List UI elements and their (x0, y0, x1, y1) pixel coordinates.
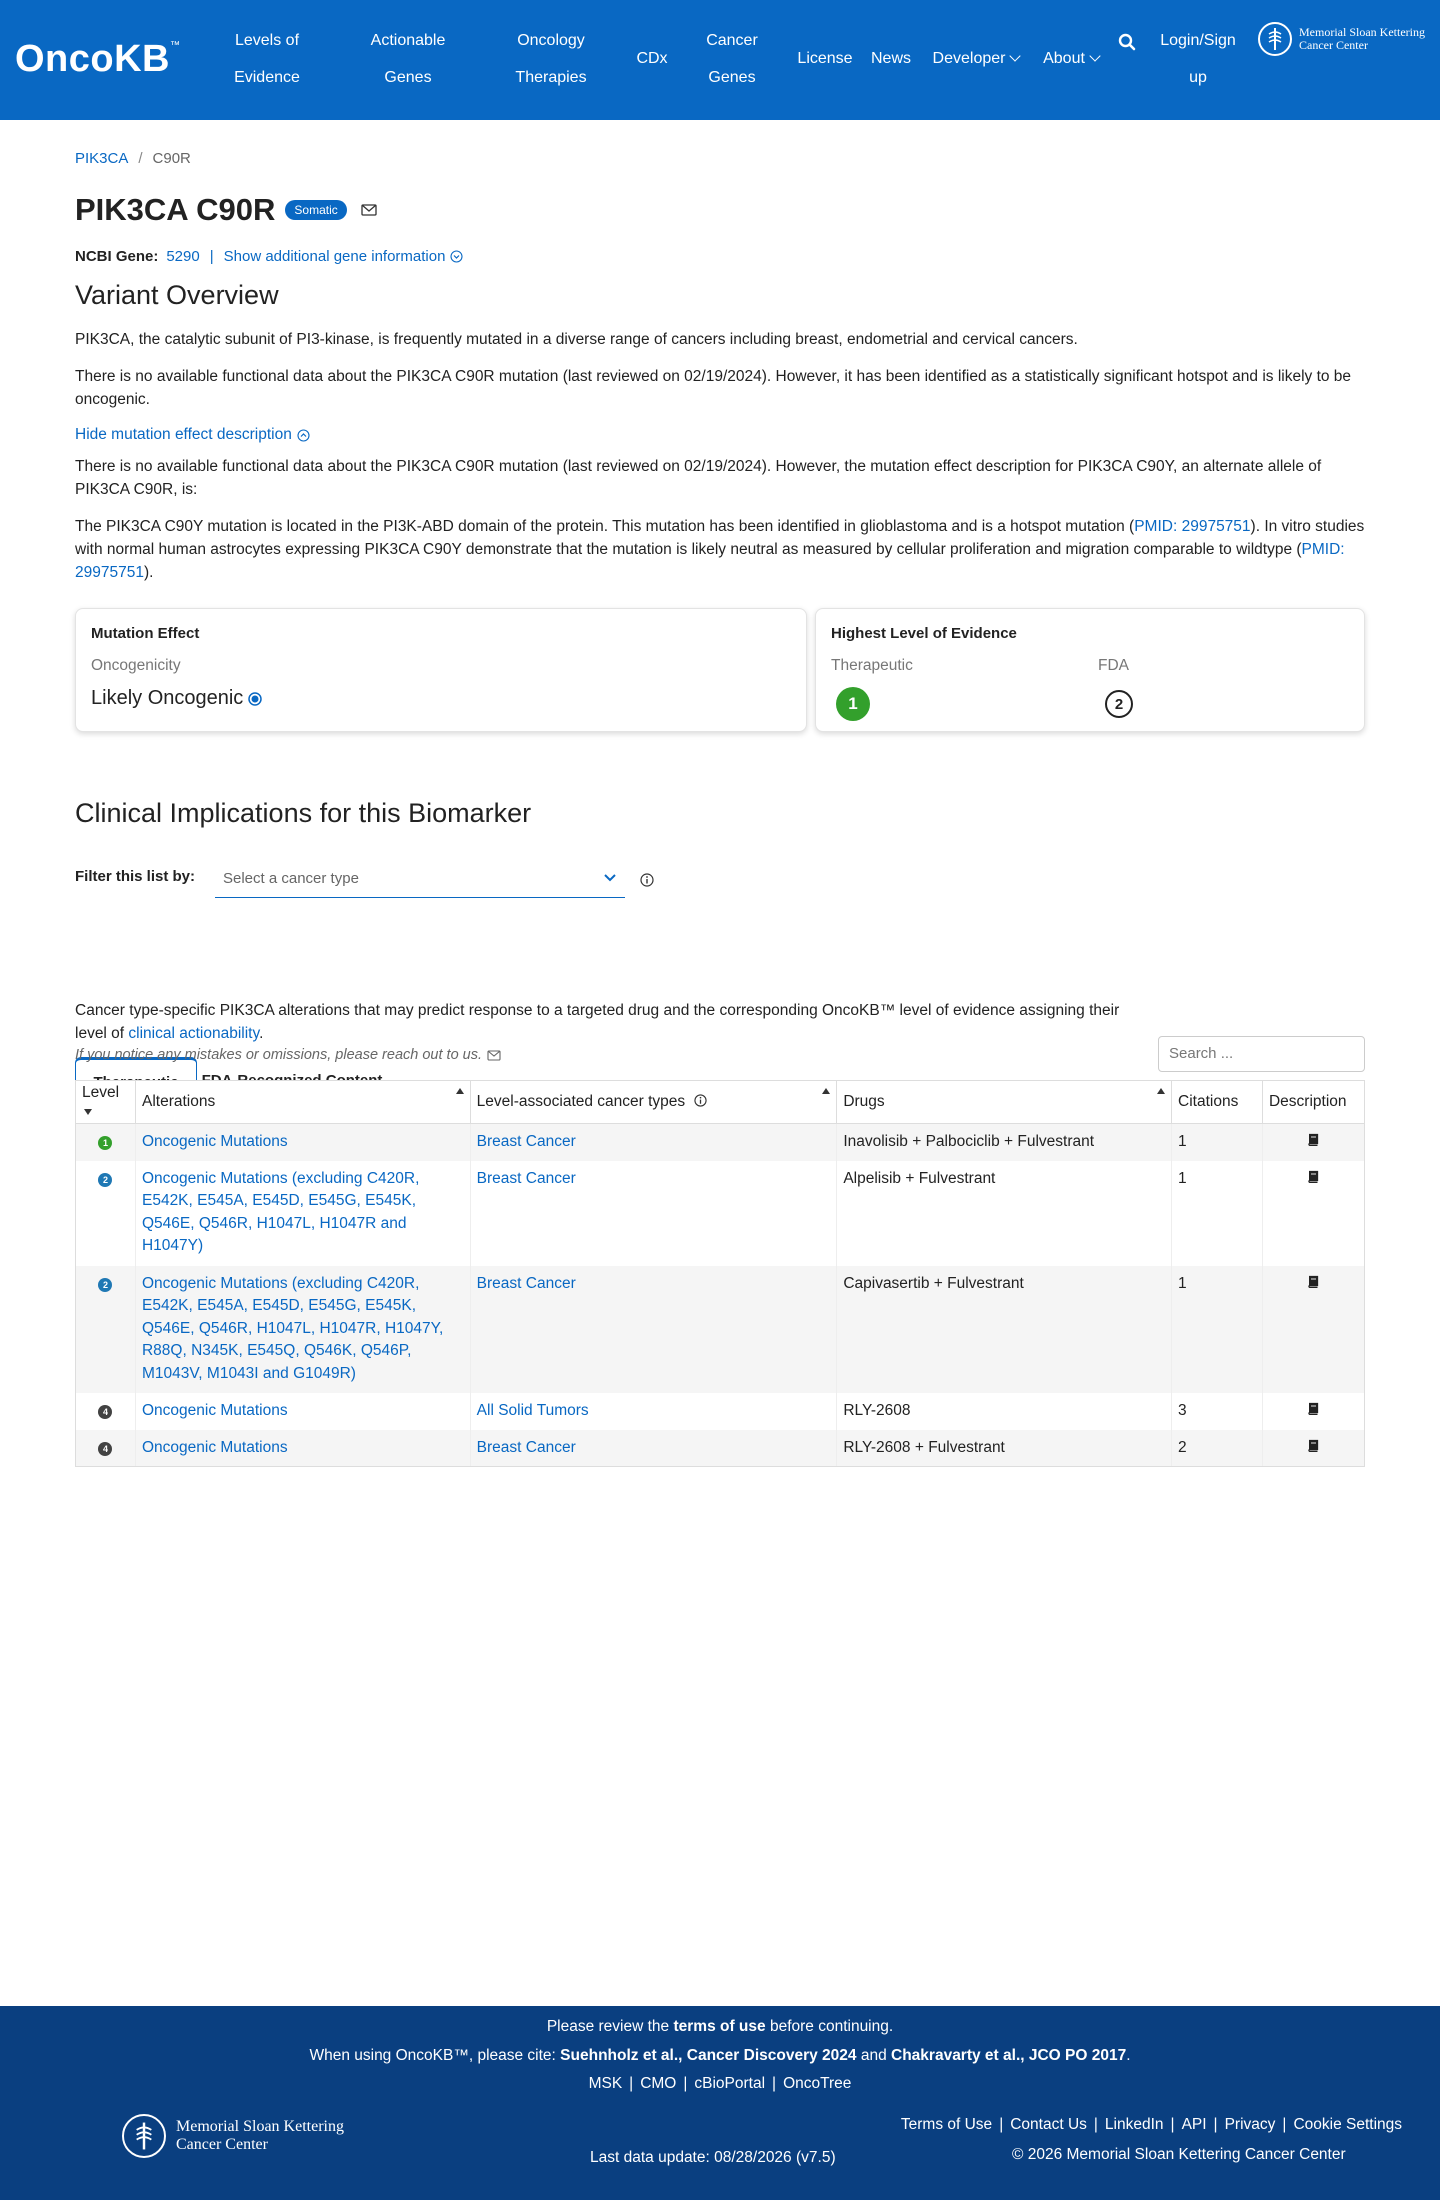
footer-link-contact[interactable]: Contact Us (1010, 2116, 1087, 2133)
feedback-notice: If you notice any mistakes or omissions, please reach out to us. (75, 1044, 675, 1067)
description-cell (1262, 1161, 1364, 1266)
sort-desc-icon (84, 1109, 92, 1115)
mskcc-emblem-icon (1258, 22, 1292, 56)
fda-label: FDA (1098, 657, 1129, 674)
book-icon[interactable] (1307, 1439, 1319, 1452)
cancer-type-link[interactable]: Breast Cancer (476, 1438, 576, 1456)
column-header-drugs[interactable]: Drugs (837, 1081, 1172, 1124)
chevron-down-circle-icon[interactable] (450, 250, 463, 263)
nav-oncology-therapies[interactable]: Oncology Therapies (515, 32, 587, 86)
therapeutic-description: Cancer type-specific PIK3CA alterations that may predict response to a targeted drug and the corresponding OncoKB™ level of evidence assigning their level of clinical actionability. (75, 1002, 1120, 1042)
oncokb-logo[interactable]: OncoKB™ (15, 38, 181, 80)
book-icon[interactable] (1307, 1133, 1319, 1146)
footer-link-linkedin[interactable]: LinkedIn (1104, 2116, 1164, 2133)
chevron-down-icon (1010, 50, 1021, 61)
pmid-link[interactable]: PMID: 29975751 (75, 541, 1345, 581)
card-title: Highest Level of Evidence (831, 625, 1017, 642)
table-search-input[interactable]: Search ... (1158, 1036, 1365, 1072)
show-gene-info-link[interactable]: Show additional gene information (223, 248, 446, 265)
citations-cell[interactable]: 3 (1172, 1393, 1263, 1430)
pmid-link[interactable]: PMID: 29975751 (1134, 518, 1251, 535)
alteration-link[interactable]: Oncogenic Mutations (141, 1438, 288, 1456)
footer-link-cookie-settings[interactable]: Cookie Settings (1293, 2116, 1402, 2133)
footer-link-cmo[interactable]: CMO (640, 2075, 677, 2092)
mskcc-footer-logo[interactable]: Memorial Sloan Kettering Cancer Center (122, 2114, 344, 2158)
cancer-type-cell (470, 1430, 837, 1467)
terms-review-line: Please review the terms of use before continuing. (546, 2018, 894, 2035)
sort-asc-icon (1157, 1088, 1165, 1094)
level-icon[interactable]: 2 (98, 1173, 112, 1187)
alteration-link[interactable]: Oncogenic Mutations (141, 1133, 288, 1150)
last-data-update: Last data update: 08/28/2026 (v7.5) (590, 2149, 836, 2166)
nav-license[interactable]: License (797, 50, 853, 67)
cancer-type-cell (470, 1393, 837, 1430)
citations-cell[interactable]: 1 (1172, 1124, 1263, 1161)
alteration-link[interactable]: Oncogenic Mutations (excluding C420R, E542K, E545A, E545D, E545G, E545K, Q546E, Q546R, H1047L, H1047R, H1047Y, R88Q, N345K, E545Q, Q546K, Q546P, M1043V, M1043I and G1049R) (141, 1274, 444, 1382)
cancer-type-link[interactable]: Breast Cancer (476, 1169, 576, 1187)
level-icon[interactable]: 4 (98, 1442, 112, 1456)
citations-cell[interactable]: 1 (1172, 1161, 1263, 1266)
partner-links: MSK | CMO | cBioPortal | OncoTree (588, 2075, 852, 2092)
chevron-up-circle-icon (297, 429, 310, 442)
level-icon[interactable]: 1 (98, 1136, 112, 1150)
oncogenicity-value: Likely Oncogenic (91, 687, 262, 710)
description-cell (1262, 1124, 1364, 1161)
alteration-link[interactable]: Oncogenic Mutations (excluding C420R, E542K, E545A, E545D, E545G, E545K, Q546E, Q546R, H1047L, H1047R and H1047Y) (141, 1169, 420, 1254)
nav-cancer-genes[interactable]: Cancer Genes (706, 32, 758, 86)
level-1-icon[interactable]: 1 (836, 687, 870, 721)
column-header-description[interactable]: Description (1262, 1081, 1364, 1124)
breadcrumb (75, 150, 191, 167)
mutation-effect-intro: There is no available functional data about the PIK3CA C90R mutation (last reviewed on 02/19/2024). However, the mutation effect description for PIK3CA C90Y, an alternate allele of PIK3CA C90R, is: (75, 458, 1322, 498)
nav-actionable-genes[interactable]: Actionable Genes (370, 32, 446, 86)
footer (0, 2006, 1440, 2200)
footer-links: Terms of Use | Contact Us | LinkedIn | API | Privacy | Cookie Settings (900, 2116, 1402, 2133)
therapeutic-table (75, 1080, 1365, 1467)
breadcrumb-separator: / (138, 150, 143, 167)
book-icon[interactable] (1307, 1402, 1319, 1415)
drugs-cell: RLY-2608 + Fulvestrant (837, 1430, 1172, 1467)
chevron-down-icon (603, 872, 617, 884)
drugs-cell: Inavolisib + Palbociclib + Fulvestrant (837, 1124, 1172, 1161)
footer-link-terms[interactable]: Terms of Use (900, 2116, 993, 2133)
description-cell (1262, 1266, 1364, 1393)
table-row (76, 1430, 1365, 1467)
top-navbar (0, 0, 1440, 120)
variant-overview-heading: Variant Overview (75, 280, 279, 310)
book-icon[interactable] (1307, 1170, 1319, 1183)
nav-cdx[interactable]: CDx (636, 50, 668, 67)
footer-link-msk[interactable]: MSK (588, 2075, 623, 2092)
variant-summary: There is no available functional data about the PIK3CA C90R mutation (last reviewed on 02/19/2024). However, it has been identified as a statistically significant hotspot and is likely to be oncogenic. (75, 368, 1352, 408)
column-header-level[interactable]: Level (76, 1081, 136, 1124)
ncbi-separator: | (209, 248, 214, 265)
level-cell (76, 1124, 136, 1161)
clinical-implications-heading: Clinical Implications for this Biomarker (75, 798, 532, 828)
cancer-type-cell (470, 1266, 837, 1393)
footer-link-privacy[interactable]: Privacy (1224, 2116, 1276, 2133)
breadcrumb-gene-link[interactable]: PIK3CA (75, 150, 129, 167)
ncbi-gene-link[interactable]: 5290 (166, 248, 200, 265)
therapeutic-label: Therapeutic (831, 657, 913, 674)
footer-link-cbioportal[interactable]: cBioPortal (694, 2075, 766, 2092)
mail-icon[interactable] (361, 204, 377, 216)
gene-summary: PIK3CA, the catalytic subunit of PI3-kinase, is frequently mutated in a diverse range of cancers including breast, endometrial and cervical cancers. (75, 331, 1078, 348)
table-row (76, 1161, 1365, 1266)
nav-news[interactable]: News (870, 50, 911, 67)
level-icon[interactable]: 2 (98, 1278, 112, 1292)
mutation-effect-description: The PIK3CA C90Y mutation is located in the PI3K-ABD domain of the protein. This mutation has been identified in glioblastoma and is a hotspot mutation (PMID: 29975751). In vitro studies with normal human astrocytes expressing PIK3CA C90Y demonstrate that the mutation is likely neutral as measured by cellular proliferation and migration comparable to wildtype (PMID: 29975751). (75, 518, 1365, 581)
filter-label: Filter this list by: (75, 868, 196, 885)
info-icon[interactable] (694, 1094, 707, 1107)
description-cell (1262, 1430, 1364, 1467)
level-cell (76, 1266, 136, 1393)
drugs-cell: RLY-2608 (837, 1393, 1172, 1430)
level-icon[interactable]: 4 (98, 1405, 112, 1419)
highest-level-card (815, 608, 1365, 732)
alteration-cell (135, 1393, 470, 1430)
search-icon[interactable] (1118, 33, 1136, 51)
likely-oncogenic-icon (248, 692, 262, 706)
drugs-cell: Alpelisib + Fulvestrant (837, 1161, 1172, 1266)
footer-link-oncotree[interactable]: OncoTree (783, 2075, 852, 2092)
drugs-cell: Capivasertib + Fulvestrant (837, 1266, 1172, 1393)
column-header-citations[interactable]: Citations (1172, 1081, 1263, 1124)
hide-mutation-effect-toggle[interactable] (75, 426, 310, 444)
chevron-down-icon (1089, 50, 1100, 61)
cancer-type-cell (470, 1124, 837, 1161)
alteration-cell (135, 1266, 470, 1393)
card-title: Mutation Effect (91, 625, 200, 642)
table-row (76, 1393, 1365, 1430)
terms-of-use-link[interactable]: terms of use (673, 2018, 766, 2035)
oncogenicity-label: Oncogenicity (91, 657, 181, 674)
login-signup-link[interactable]: Login/Sign up (1160, 32, 1236, 86)
fda-level-2-icon[interactable]: 2 (1105, 690, 1133, 718)
citations-cell[interactable]: 2 (1172, 1430, 1263, 1467)
table-row (76, 1124, 1365, 1161)
alteration-cell (135, 1124, 470, 1161)
hide-mutation-effect-link[interactable]: Hide mutation effect description (75, 426, 292, 443)
footer-link-api[interactable]: API (1181, 2116, 1207, 2133)
ncbi-label: NCBI Gene: (75, 248, 159, 265)
nav-levels-of-evidence[interactable]: Levels of Evidence (234, 32, 300, 86)
page-title: PIK3CA C90R Somatic (75, 192, 377, 228)
column-header-cancer-types[interactable]: Level-associated cancer types (470, 1081, 837, 1124)
cancer-type-cell (470, 1161, 837, 1266)
mskcc-emblem-icon (122, 2114, 166, 2158)
mail-icon[interactable] (487, 1050, 501, 1061)
cancer-type-link[interactable]: All Solid Tumors (476, 1401, 589, 1419)
alteration-link[interactable]: Oncogenic Mutations (141, 1401, 288, 1419)
info-icon[interactable] (640, 873, 654, 887)
cancer-type-link[interactable]: Breast Cancer (476, 1274, 576, 1292)
sort-asc-icon (456, 1088, 464, 1094)
copyright: © 2026 Memorial Sloan Kettering Cancer Center (1012, 2146, 1346, 2163)
mutation-effect-card (75, 608, 807, 732)
sort-asc-icon (822, 1088, 830, 1094)
somatic-badge: Somatic (285, 200, 346, 220)
column-header-alterations[interactable]: Alterations (135, 1081, 470, 1124)
description-cell (1262, 1393, 1364, 1430)
table-row (76, 1266, 1365, 1393)
ncbi-gene-line (75, 248, 463, 265)
level-cell (76, 1393, 136, 1430)
level-cell (76, 1161, 136, 1266)
mskcc-header-logo[interactable]: Memorial Sloan Kettering Cancer Center (1258, 22, 1425, 56)
breadcrumb-variant: C90R (152, 150, 191, 167)
citation-link[interactable]: Chakravarty et al., JCO PO 2017 (891, 2047, 1127, 2064)
clinical-actionability-link[interactable]: clinical actionability (128, 1025, 260, 1042)
alteration-cell (135, 1161, 470, 1266)
citation-link[interactable]: Suehnholz et al., Cancer Discovery 2024 (560, 2047, 857, 2064)
citation-line: When using OncoKB™, please cite: Suehnholz et al., Cancer Discovery 2024 and Chakravarty et al., JCO PO 2017. (309, 2047, 1131, 2064)
alteration-cell (135, 1430, 470, 1467)
nav-about[interactable]: About (1036, 40, 1106, 77)
cancer-type-link[interactable]: Breast Cancer (476, 1133, 576, 1150)
level-cell (76, 1430, 136, 1467)
cancer-type-select[interactable]: Select a cancer type (215, 862, 625, 898)
citations-cell[interactable]: 1 (1172, 1266, 1263, 1393)
book-icon[interactable] (1307, 1275, 1319, 1288)
nav-developer[interactable]: Developer (926, 40, 1026, 77)
